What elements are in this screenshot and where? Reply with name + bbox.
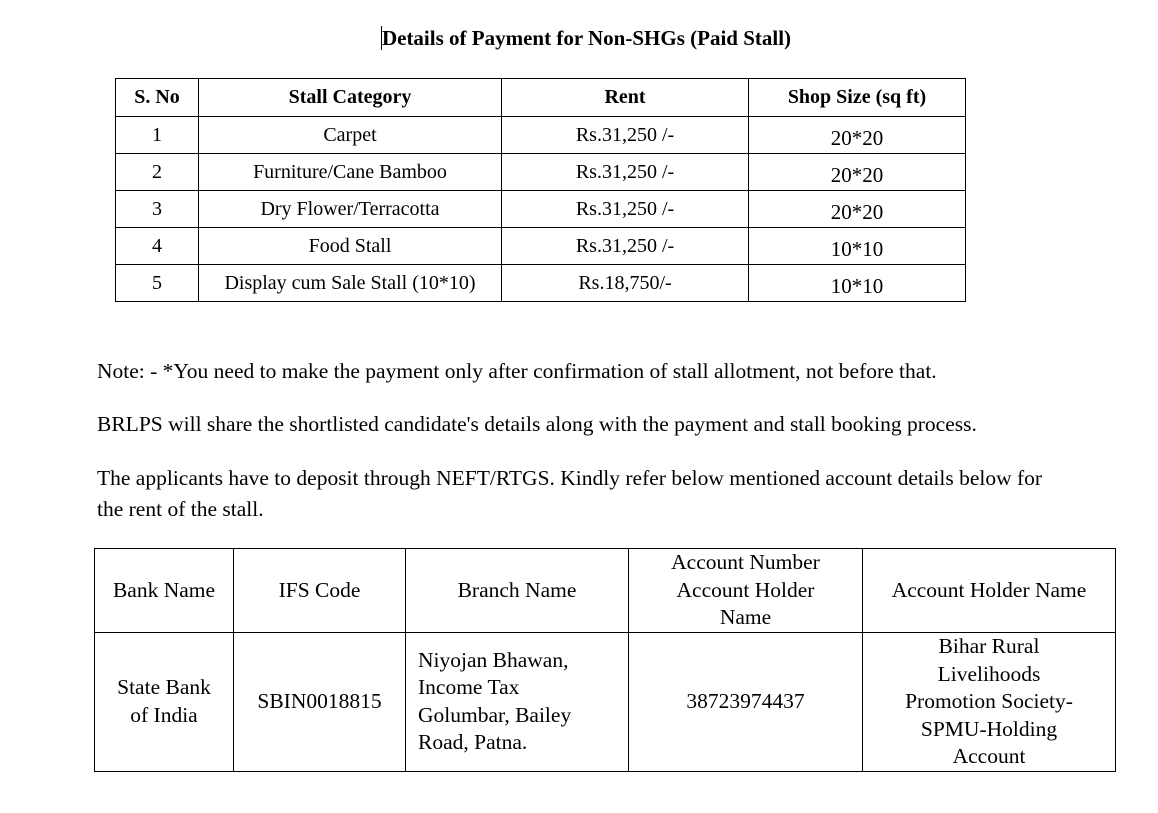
table-row [116,265,966,302]
deposit-note: The applicants have to deposit through NEFT/RTGS. Kindly refer below mentioned account details below for the rent of the stall. [97,466,1043,521]
table-row [116,191,966,228]
header-shop-size: Shop Size (sq ft) [749,79,966,117]
cell-rent: Rs.31,250 /- [502,154,749,191]
table-row [95,633,1116,772]
header-account-number [629,549,863,633]
header-sno: S. No [116,79,199,117]
text-line: Road, Patna. [418,730,528,755]
cell-category: Furniture/Cane Bamboo [199,154,502,191]
cell-size: 20*20 [749,191,966,228]
cell-category: Display cum Sale Stall (10*10) [199,265,502,302]
cell-rent: Rs.31,250 /- [502,191,749,228]
text-line: Niyojan Bhawan, [418,647,569,672]
cell-account-number: 38723974437 [629,633,863,772]
cell-rent: Rs.18,750/- [502,265,749,302]
cell-sno: 5 [116,265,199,302]
header-line: Name [719,605,772,630]
header-ifs-code: IFS Code [234,549,406,633]
cell-rent: Rs.31,250 /- [502,228,749,265]
text-line: of India [130,702,198,727]
text-line: Income Tax [418,675,520,700]
header-line: Account Holder [676,577,815,602]
bank-details-table [94,548,1116,772]
cell-size: 20*20 [749,154,966,191]
text-line: State Bank [117,675,211,700]
header-branch-name: Branch Name [406,549,629,633]
cell-sno: 3 [116,191,199,228]
stall-rent-table [115,78,966,302]
header-rent: Rent [502,79,749,117]
cell-rent: Rs.31,250 /- [502,117,749,154]
cell-category: Carpet [199,117,502,154]
brlps-note: BRLPS will share the shortlisted candidate's details along with the payment and stall booking process. [97,412,977,436]
page-title-text: Details of Payment for Non-SHGs (Paid Stall) [381,26,792,50]
text-line: SPMU-Holding [920,716,1058,741]
cell-branch-name [406,633,629,772]
text-line: Golumbar, Bailey [418,702,572,727]
cell-category: Food Stall [199,228,502,265]
cell-size: 20*20 [749,117,966,154]
header-bank-name: Bank Name [95,549,234,633]
text-line: Bihar Rural [938,634,1040,658]
text-line: Promotion Society- [905,689,1073,713]
header-stall-category: Stall Category [199,79,502,117]
cell-sno: 2 [116,154,199,191]
table-row [116,117,966,154]
header-account-holder: Account Holder Name [863,549,1116,633]
cell-sno: 1 [116,117,199,154]
table-header-row [95,549,1116,633]
cell-account-holder [863,633,1116,772]
payment-note: Note: - *You need to make the payment only after confirmation of stall allotment, not before that. [97,359,937,383]
cell-size: 10*10 [749,265,966,302]
cell-sno: 4 [116,228,199,265]
text-line: Livelihoods [937,661,1041,686]
text-line: Account [952,744,1026,768]
header-line: Account Number [671,550,820,575]
cell-category: Dry Flower/Terracotta [199,191,502,228]
table-header-row [116,79,966,117]
page-title [0,26,1158,51]
cell-bank-name [95,633,234,772]
table-row [116,228,966,265]
cell-ifs-code: SBIN0018815 [234,633,406,772]
table-row [116,154,966,191]
cell-size: 10*10 [749,228,966,265]
